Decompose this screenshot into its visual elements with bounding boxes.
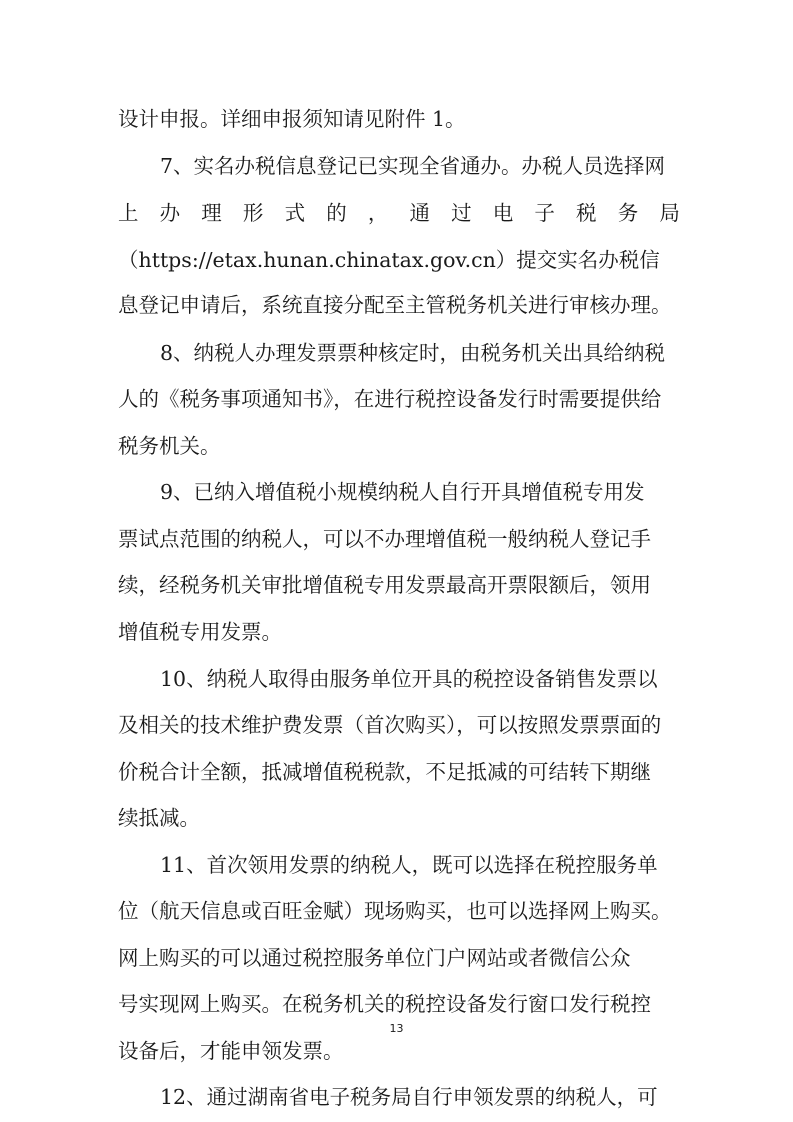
page-number: 13 [389, 1022, 404, 1035]
text-line: （https://etax.hunan.chinatax.gov.cn）提交实名办税信 [118, 248, 660, 272]
text-line: 息登记申请后，系统直接分配至主管税务机关进行审核办理。 [118, 293, 672, 317]
text-line: 位（航天信息或百旺金赋）现场购买，也可以选择网上购买。 [118, 899, 672, 923]
text-line: 11、首次领用发票的纳税人，既可以选择在税控服务单 [160, 853, 658, 877]
text-line: 7、实名办税信息登记已实现全省通办。办税人员选择网 [160, 154, 666, 178]
text-line: 8、纳税人办理发票票种核定时，由税务机关出具给纳税 [160, 341, 666, 365]
text-line: 税务机关。 [118, 434, 221, 458]
text-line: 12、通过湖南省电子税务局自行申领发票的纳税人，可 [160, 1085, 658, 1109]
text-line: 价税合计全额，抵减增值税税款，不足抵减的可结转下期继 [118, 760, 651, 784]
text-line-spaced: 上 办 理 形 式 的 ， 通 过 电 子 税 务 局 [118, 201, 680, 225]
text-line: 及相关的技术维护费发票（首次购买），可以按照发票票面的 [118, 713, 662, 737]
text-line: 增值税专用发票。 [118, 620, 282, 644]
text-line: 设备后，才能申领发票。 [118, 1039, 344, 1063]
text-line: 人的《税务事项通知书》，在进行税控设备发行时需要提供给 [118, 387, 662, 411]
text-line: 网上购买的可以通过税控服务单位门户网站或者微信公众 [118, 946, 631, 970]
text-line: 号实现网上购买。在税务机关的税控设备发行窗口发行税控 [118, 992, 651, 1016]
text-line: 票试点范围的纳税人，可以不办理增值税一般纳税人登记手 [118, 527, 651, 551]
text-line: 续，经税务机关审批增值税专用发票最高开票限额后，领用 [118, 573, 651, 597]
text-line: 10、纳税人取得由服务单位开具的税控设备销售发票以 [160, 667, 658, 691]
text-line: 9、已纳入增值税小规模纳税人自行开具增值税专用发 [160, 480, 645, 504]
text-line: 续抵减。 [118, 806, 200, 830]
text-line: 设计申报。详细申报须知请见附件 1。 [118, 107, 466, 131]
